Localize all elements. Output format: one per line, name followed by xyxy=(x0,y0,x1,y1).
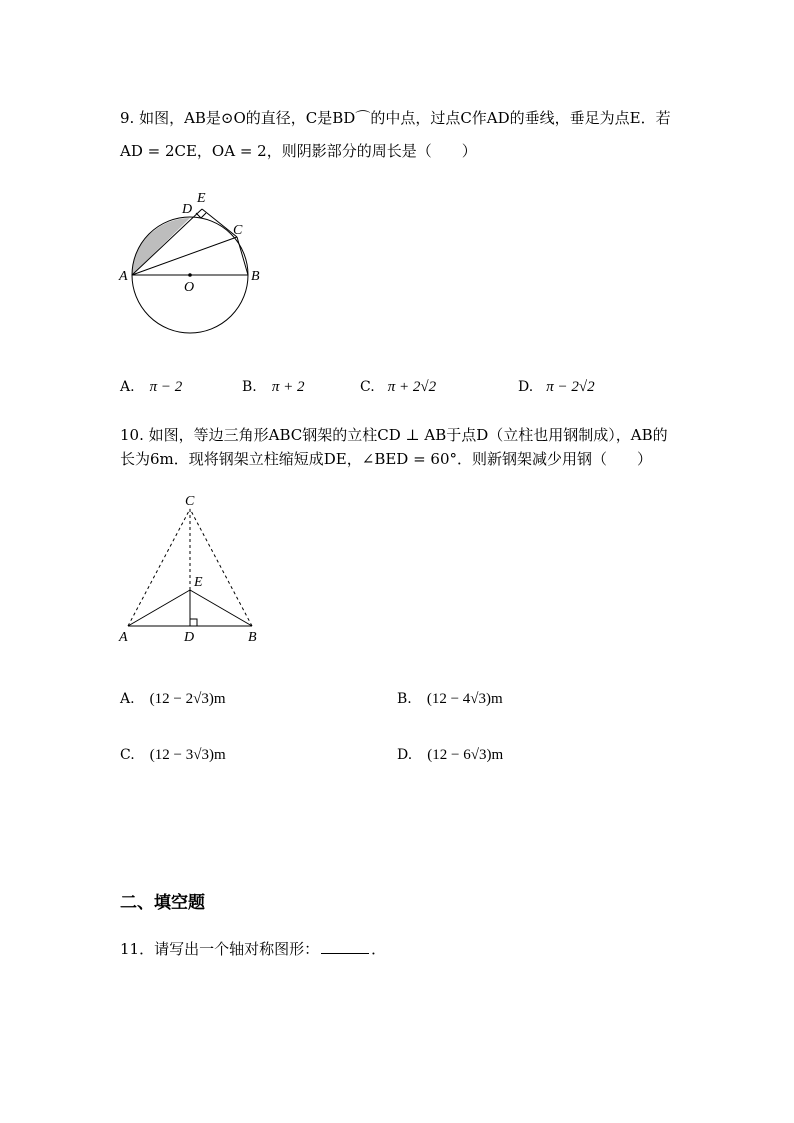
q10-option-b-value: (12 − 4√3)m xyxy=(426,691,503,707)
q10-stem-line1: 10. 如图，等边三角形ABC钢架的立柱CD ⊥ AB于点D（立柱也用钢制成），AB的 xyxy=(120,426,668,444)
q10-option-a-value: (12 − 2√3)m xyxy=(149,691,226,707)
q11-stem xyxy=(120,938,386,960)
q10-stem-line2: 长为6m．现将钢架立柱缩短成DE，∠BED = 60°．则新钢架减少用钢（ ） xyxy=(120,450,653,468)
q10-option-d xyxy=(397,744,503,764)
q9-line-ce xyxy=(202,209,237,237)
section-title: 二、填空题 xyxy=(120,893,205,913)
q10-label-b: B xyxy=(248,630,257,645)
q9-label-o: O xyxy=(184,280,195,295)
q10-option-a xyxy=(120,688,226,708)
q9-option-c xyxy=(360,376,436,396)
q10-label-a: A xyxy=(119,630,128,645)
q9-option-d-value: π − 2√2 xyxy=(546,379,595,395)
q10-option-c xyxy=(120,744,226,764)
q10-figure xyxy=(110,492,280,652)
q10-option-c-value: (12 − 3√3)m xyxy=(149,747,226,763)
q9-line-cb xyxy=(237,237,248,275)
q9-stem-line2: AD = 2CE，OA = 2，则阴影部分的周长是（ ） xyxy=(120,142,477,160)
q9-option-b-value: π + 2 xyxy=(271,379,305,395)
q9-figure xyxy=(110,185,290,350)
q10-right-angle-mark xyxy=(190,619,197,626)
q9-option-a xyxy=(120,376,182,396)
q9-label-d: D xyxy=(182,202,193,217)
q10-option-d-letter: D. xyxy=(397,747,413,763)
q9-option-b xyxy=(242,376,304,396)
q10-option-b-letter: B. xyxy=(397,691,412,707)
q9-option-b-letter: B. xyxy=(242,379,257,395)
q10-option-b xyxy=(397,688,503,708)
q10-option-d-value: (12 − 6√3)m xyxy=(427,747,504,763)
q9-stem-line1: 9. 如图，AB是⊙O的直径，C是BD⌒的中点，过点C作AD的垂线，垂足为点E．若 xyxy=(120,109,671,127)
q10-label-d: D xyxy=(184,630,195,645)
q9-option-d xyxy=(518,376,595,396)
q9-option-c-value: π + 2√2 xyxy=(387,379,437,395)
q9-option-a-value: π − 2 xyxy=(149,379,183,395)
q11-prefix: 11．请写出一个轴对称图形： xyxy=(120,940,320,958)
q10-label-e: E xyxy=(194,575,203,590)
q10-option-a-letter: A. xyxy=(120,691,135,707)
q9-label-b: B xyxy=(251,269,260,284)
q9-option-a-letter: A. xyxy=(120,379,135,395)
q10-label-c: C xyxy=(185,494,195,509)
q9-option-d-letter: D. xyxy=(518,379,534,395)
q9-center-dot xyxy=(188,273,192,277)
q10-option-c-letter: C. xyxy=(120,747,135,763)
q11-answer-blank[interactable] xyxy=(321,939,369,954)
q9-label-a: A xyxy=(119,269,128,284)
q9-label-c: C xyxy=(233,223,243,238)
q9-option-c-letter: C. xyxy=(360,379,375,395)
q11-suffix: ． xyxy=(371,940,387,958)
q9-label-e: E xyxy=(197,191,206,206)
